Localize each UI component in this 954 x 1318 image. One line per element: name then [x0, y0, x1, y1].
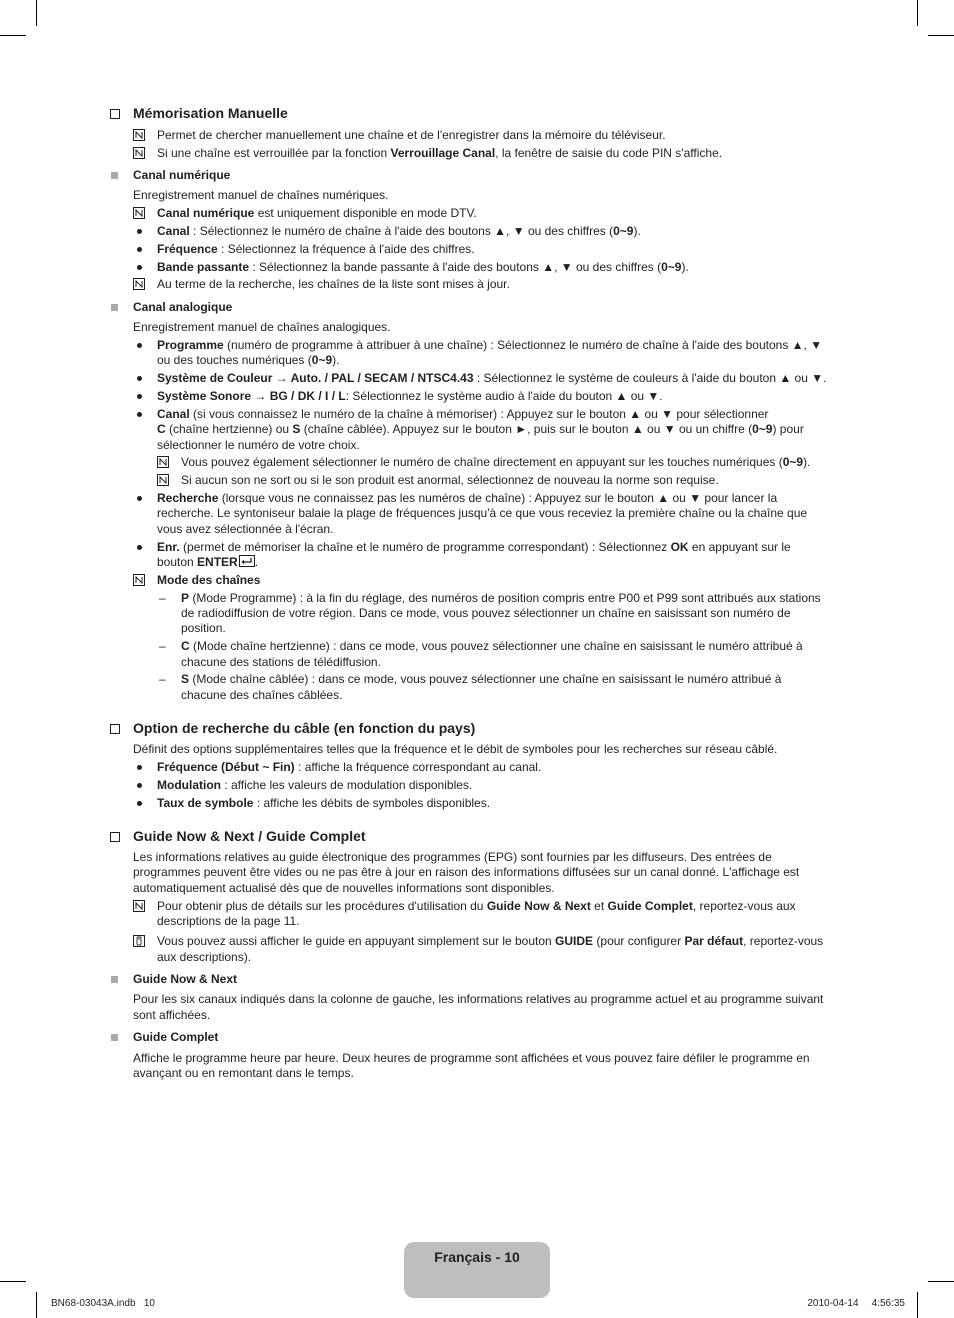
text-bold: Système Sonore → BG / DK / I / L — [157, 389, 346, 403]
subsection-title-guide-now-next: Guide Now & Next — [133, 972, 238, 986]
text-bold: Taux de symbole — [157, 796, 254, 810]
text: ). — [633, 224, 641, 238]
section-checkbox-icon — [110, 724, 120, 734]
text-bold: S — [181, 672, 190, 686]
crop-mark — [917, 1292, 918, 1318]
text-bold: 0~9 — [661, 260, 682, 274]
text: , reportez-vous aux — [692, 899, 796, 913]
section-checkbox-icon — [110, 109, 120, 119]
canal-analogique-bullet-canal — [157, 407, 768, 422]
dash-icon: – — [159, 672, 166, 686]
guide-complet-line-1: Affiche le programme heure par heure. Deux heures de programme sont affichées et vous pouvez faire défiler le programme en — [133, 1051, 810, 1065]
guide-intro-line-3: automatiquement actualisé dès que de nouvelles informations sont disponibles. — [133, 881, 555, 895]
note-icon — [133, 147, 145, 159]
text: : Sélectionnez la bande passante à l'aide des boutons ▲, ▼ ou des chiffres ( — [249, 260, 662, 274]
text: Pour obtenir plus de détails sur les procédures d'utilisation du — [157, 899, 487, 913]
section-title-cable: Option de recherche du câble (en fonction du pays) — [133, 720, 476, 736]
text: ou des touches numériques ( — [157, 353, 312, 367]
footer-timestamp: 2010-04-14 4:56:35 — [807, 1298, 905, 1309]
text: (si vous connaissez le numéro de la chaîne à mémoriser) : Appuyez sur le bouton ▲ ou ▼ pour sélectionner — [189, 407, 769, 421]
text: ) pour — [772, 422, 804, 436]
text: ). — [681, 260, 689, 274]
mode-p-line-1 — [181, 591, 821, 606]
text-bold: Guide Complet — [607, 899, 693, 913]
text-bold: Guide Now & Next — [486, 899, 591, 913]
canal-analogique-bullet-programme-l2 — [157, 353, 339, 368]
text: : Sélectionnez le système audio à l'aide du bouton ▲ ou ▼. — [345, 389, 663, 403]
mode-s-line-2: chacune des chaînes câblées. — [181, 688, 343, 702]
note-icon — [133, 207, 145, 219]
text: (permet de mémoriser la chaîne et le numéro de programme correspondant) : Sélectionnez — [179, 540, 671, 554]
guide-note-2 — [157, 934, 823, 949]
text-bold: Canal — [157, 407, 190, 421]
canal-analogique-bullet-couleur — [157, 371, 826, 386]
text-bold: Bande passante — [157, 260, 250, 274]
cable-bullet-frequence — [157, 760, 541, 775]
text-bold: Canal numérique — [157, 206, 255, 220]
text-bold: C — [181, 639, 190, 653]
canal-numerique-note-1 — [157, 206, 477, 221]
cable-bullet-taux — [157, 796, 490, 811]
text-bold: P — [181, 591, 190, 605]
canal-analogique-bullet-programme — [157, 338, 822, 353]
text: (Mode chaîne hertzienne) : dans ce mode, vous pouvez sélectionner une chaîne en saisissant le numéro attribué à — [189, 639, 803, 653]
cable-bullet-modulation — [157, 778, 472, 793]
text: : Sélectionnez le système de couleurs à l'aide du bouton ▲ ou ▼. — [473, 371, 827, 385]
text: : affiche les valeurs de modulation disponibles. — [220, 778, 473, 792]
bullet-icon — [137, 765, 142, 770]
canal-numerique-note-2: Au terme de la recherche, les chaînes de la liste sont mises à jour. — [157, 277, 510, 291]
text: (lorsque vous ne connaissez pas les numéros de chaîne) : Appuyez sur le bouton ▲ ou ▼ pour lancer la — [218, 491, 778, 505]
dash-icon: – — [159, 591, 166, 605]
canal-analogique-bullet-enr-l2 — [157, 555, 258, 570]
text-bold: Par défaut — [684, 934, 744, 948]
text-bold: Programme — [157, 338, 224, 352]
text-bold: Verrouillage Canal — [390, 146, 496, 160]
text: (chaîne hertzienne) ou — [165, 422, 293, 436]
note-icon — [157, 474, 169, 486]
text-bold: Enr. — [157, 540, 180, 554]
text-bold: 0~9 — [613, 224, 634, 238]
text: : affiche la fréquence correspondant au canal. — [294, 760, 542, 774]
text: ). — [332, 353, 340, 367]
mode-s-line-1 — [181, 672, 781, 687]
bullet-icon — [137, 265, 142, 270]
text: : Sélectionnez la fréquence à l'aide des chiffres. — [217, 242, 475, 256]
bullet-icon — [137, 394, 142, 399]
text: : Sélectionnez le numéro de chaîne à l'aide des boutons ▲, ▼ ou des chiffres ( — [189, 224, 614, 238]
text: Vous pouvez également sélectionner le numéro de chaîne directement en appuyant sur les touches numériques ( — [181, 455, 783, 469]
bullet-icon — [137, 783, 142, 788]
canal-analogique-bullet-enr — [157, 540, 791, 555]
crop-mark — [0, 35, 26, 36]
bullet-icon — [137, 496, 142, 501]
bullet-icon — [137, 801, 142, 806]
text: : affiche les débits de symboles disponibles. — [253, 796, 491, 810]
mode-p-line-3: position. — [181, 621, 226, 635]
remote-note-icon — [133, 935, 145, 947]
section-title-memorisation: Mémorisation Manuelle — [133, 105, 288, 121]
section-title-guide: Guide Now & Next / Guide Complet — [133, 828, 366, 844]
subsection-square-icon — [111, 1034, 118, 1041]
canal-analogique-bullet-recherche-l2: recherche. Le syntoniseur balaie la plage de fréquences jusqu'à ce que vous receviez la première chaîne ou la chaîne que — [157, 506, 808, 520]
text-bold: OK — [670, 540, 689, 554]
footer-file-name: BN68-03043A.indb 10 — [51, 1298, 155, 1309]
crop-mark — [36, 0, 37, 26]
canal-numerique-bullet-canal — [157, 224, 641, 239]
crop-mark — [917, 0, 918, 26]
canal-analogique-intro: Enregistrement manuel de chaînes analogiques. — [133, 320, 391, 334]
guide-complet-line-2: avançant ou en remontant dans le temps. — [133, 1066, 354, 1080]
text-bold: 0~9 — [782, 455, 804, 469]
text: (pour configurer — [593, 934, 685, 948]
note-icon — [157, 456, 169, 468]
text-bold: 0~9 — [311, 353, 333, 367]
guide-intro-line-1: Les informations relatives au guide électronique des programmes (EPG) sont fournies par les diffuseurs. Des entrées de — [133, 850, 772, 864]
bullet-icon — [137, 412, 142, 417]
canal-numerique-intro: Enregistrement manuel de chaînes numériques. — [133, 188, 389, 202]
subsection-title-canal-numerique: Canal numérique — [133, 168, 231, 182]
text: (chaîne câblée). Appuyez sur le bouton ►, puis sur le bouton ▲ ou ▼ ou un chiffre ( — [300, 422, 753, 436]
text: Vous pouvez aussi afficher le guide en appuyant simplement sur le bouton — [157, 934, 556, 948]
canal-numerique-bullet-bande — [157, 260, 689, 275]
text: ). — [803, 455, 811, 469]
canal-analogique-bullet-recherche — [157, 491, 777, 506]
subsection-title-guide-complet: Guide Complet — [133, 1030, 219, 1044]
note-icon — [133, 900, 145, 912]
crop-mark — [928, 35, 954, 36]
text-bold: Fréquence (Début ~ Fin) — [157, 760, 295, 774]
memorisation-note-1: Permet de chercher manuellement une chaîne et de l'enregistrer dans la mémoire du téléviseur. — [157, 128, 666, 142]
enter-icon — [239, 555, 255, 567]
crop-mark — [0, 1281, 26, 1282]
text-bold: GUIDE — [555, 934, 594, 948]
note-icon — [133, 129, 145, 141]
text-bold: 0~9 — [752, 422, 773, 436]
canal-analogique-bullet-recherche-l3: vous avez sélectionnée à l'écran. — [157, 522, 334, 536]
bullet-icon — [137, 229, 142, 234]
mode-p-line-2: de radiodiffusion de votre région. Dans ce mode, vous pouvez sélectionner un chaîne en saisissant son numéro de — [181, 606, 791, 620]
canal-analogique-bullet-sonore — [157, 389, 663, 404]
text: et — [590, 899, 608, 913]
subsection-title-canal-analogique: Canal analogique — [133, 300, 233, 314]
guide-intro-line-2: programmes peuvent être vides ou ne pas être à jour en raison des informations diffusées sur un canal donné. L'affichage est — [133, 865, 800, 879]
crop-mark — [36, 1292, 37, 1318]
subsection-square-icon — [111, 172, 118, 179]
text: (numéro de programme à attribuer à une chaîne) : Sélectionnez le numéro de chaîne à l'aide des boutons ▲, ▼ — [223, 338, 823, 352]
text: , la fenêtre de saisie du code PIN s'affiche. — [495, 146, 723, 160]
canal-analogique-bullet-canal-l3: sélectionner le numéro de votre choix. — [157, 438, 360, 452]
bullet-icon — [137, 247, 142, 252]
text-bold: S — [292, 422, 301, 436]
subsection-square-icon — [111, 976, 118, 983]
text-bold: Modulation — [157, 778, 221, 792]
text-bold: Recherche — [157, 491, 219, 505]
section-checkbox-icon — [110, 832, 120, 842]
guide-now-next-line-1: Pour les six canaux indiqués dans la colonne de gauche, les informations relatives au programme actuel et au programme suivant — [133, 992, 824, 1006]
mode-c-line-2: chacune des stations de télédiffusion. — [181, 655, 381, 669]
subsection-square-icon — [111, 304, 118, 311]
guide-note-1 — [157, 899, 796, 914]
canal-analogique-canal-note-1 — [181, 455, 810, 470]
dash-icon: – — [159, 639, 166, 653]
bullet-icon — [137, 376, 142, 381]
text-bold: Canal — [157, 224, 190, 238]
text: . — [254, 555, 259, 569]
text: , reportez-vous — [743, 934, 824, 948]
text: Si une chaîne est verrouillée par la fonction — [157, 146, 391, 160]
bullet-icon — [137, 545, 142, 550]
note-icon — [133, 574, 145, 586]
canal-analogique-canal-note-2: Si aucun son ne sort ou si le son produit est anormal, sélectionnez de nouveau la norme son requise. — [181, 473, 719, 487]
text: en appuyant sur le — [688, 540, 791, 554]
text-bold: ENTER — [197, 555, 238, 569]
canal-numerique-bullet-frequence — [157, 242, 475, 257]
crop-mark — [928, 1281, 954, 1282]
guide-now-next-line-2: sont affichées. — [133, 1008, 211, 1022]
text: est uniquement disponible en mode DTV. — [254, 206, 477, 220]
guide-note-2-line-2: aux descriptions). — [157, 950, 252, 964]
text: (Mode Programme) : à la fin du réglage, des numéros de position compris entre P00 et P99 sont attribués aux stations — [189, 591, 821, 605]
text-bold: C — [157, 422, 166, 436]
mode-des-chaines-title: Mode des chaînes — [157, 573, 261, 587]
cable-intro: Définit des options supplémentaires telles que la fréquence et le débit de symboles pour les recherches sur réseau câblé. — [133, 742, 778, 756]
canal-analogique-bullet-canal-l2 — [157, 422, 804, 437]
text-bold: Fréquence — [157, 242, 218, 256]
note-icon — [133, 278, 145, 290]
text-bold: Système de Couleur → Auto. / PAL / SECAM / NTSC4.43 — [157, 371, 474, 385]
memorisation-note-2 — [157, 146, 722, 161]
guide-note-1-line-2: descriptions de la page 11. — [157, 914, 300, 928]
text: (Mode chaîne câblée) : dans ce mode, vous pouvez sélectionner une chaîne en saisissant le numéro attribué à — [189, 672, 782, 686]
page-number: Français - 10 — [434, 1249, 520, 1265]
mode-c-line-1 — [181, 639, 803, 654]
text: bouton — [157, 555, 198, 569]
bullet-icon — [137, 343, 142, 348]
